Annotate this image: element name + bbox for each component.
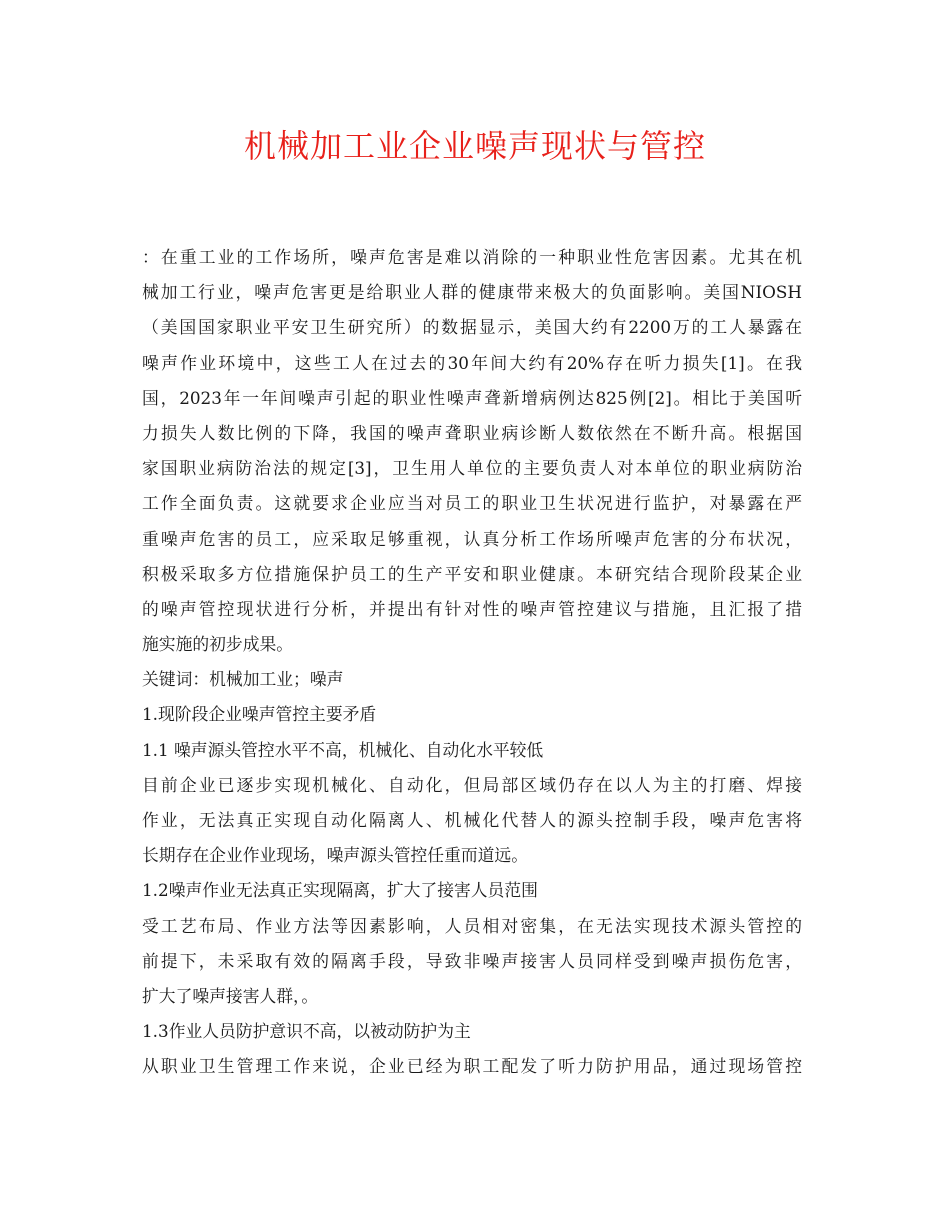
text-line: 积极采取多方位措施保护员工的生产平安和职业健康。本研究结合现阶段某企业 — [142, 563, 802, 584]
document-body — [142, 240, 802, 1085]
document-title: 机械加工业企业噪声现状与管控 — [243, 127, 706, 165]
text-line: （美国国家职业平安卫生研究所）的数据显示，美国大约有2200万的工人暴露在 — [142, 317, 802, 338]
keywords-line: 关键词：机械加工业；噪声 — [142, 669, 344, 690]
section-heading: 1.现阶段企业噪声管控主要矛盾 — [142, 704, 377, 725]
text-line: 家国职业病防治法的规定[3]，卫生用人单位的主要负责人对本单位的职业病防治 — [142, 458, 802, 479]
text-line: 械加工行业，噪声危害更是给职业人群的健康带来极大的负面影响。美国NIOSH — [142, 282, 802, 303]
text-line: 长期存在企业作业现场，噪声源头管控任重而道远。 — [142, 845, 528, 866]
text-line: 受工艺布局、作业方法等因素影响，人员相对密集，在无法实现技术源头管控的 — [142, 915, 802, 936]
text-line: 力损失人数比例的下降，我国的噪声聋职业病诊断人数依然在不断升高。根据国 — [142, 422, 802, 443]
text-line: 从职业卫生管理工作来说，企业已经为职工配发了听力防护用品，通过现场管控 — [142, 1056, 802, 1077]
subsection-heading: 1.2噪声作业无法真正实现隔离，扩大了接害人员范围 — [142, 880, 538, 901]
text-line: 施实施的初步成果。 — [142, 634, 294, 655]
text-line: ：在重工业的工作场所，噪声危害是难以消除的一种职业性危害因素。尤其在机 — [142, 247, 802, 267]
text-line: 的噪声管控现状进行分析，并提出有针对性的噪声管控建议与措施，且汇报了措 — [142, 598, 802, 619]
subsection-heading: 1.3作业人员防护意识不高，以被动防护为主 — [142, 1021, 471, 1042]
text-line: 前提下，未采取有效的隔离手段，导致非噪声接害人员同样受到噪声损伤危害， — [142, 950, 802, 971]
subsection-heading: 1.1 噪声源头管控水平不高，机械化、自动化水平较低 — [142, 739, 544, 760]
text-line: 国，2023年一年间噪声引起的职业性噪声聋新增病例达825例[2]。相比于美国听 — [142, 387, 802, 408]
text-line: 扩大了噪声接害人群，。 — [142, 985, 319, 1006]
text-line: 重噪声危害的员工，应采取足够重视，认真分析工作场所噪声危害的分布状况， — [142, 528, 802, 549]
text-line: 工作全面负责。这就要求企业应当对员工的职业卫生状况进行监护，对暴露在严 — [142, 493, 802, 514]
text-line: 作业，无法真正实现自动化隔离人、机械化代替人的源头控制手段，噪声危害将 — [142, 810, 802, 830]
text-line: 目前企业已逐步实现机械化、自动化，但局部区域仍存在以人为主的打磨、焊接 — [142, 774, 802, 795]
text-line: 噪声作业环境中，这些工人在过去的30年间大约有20%存在听力损失[1]。在我 — [142, 352, 802, 373]
